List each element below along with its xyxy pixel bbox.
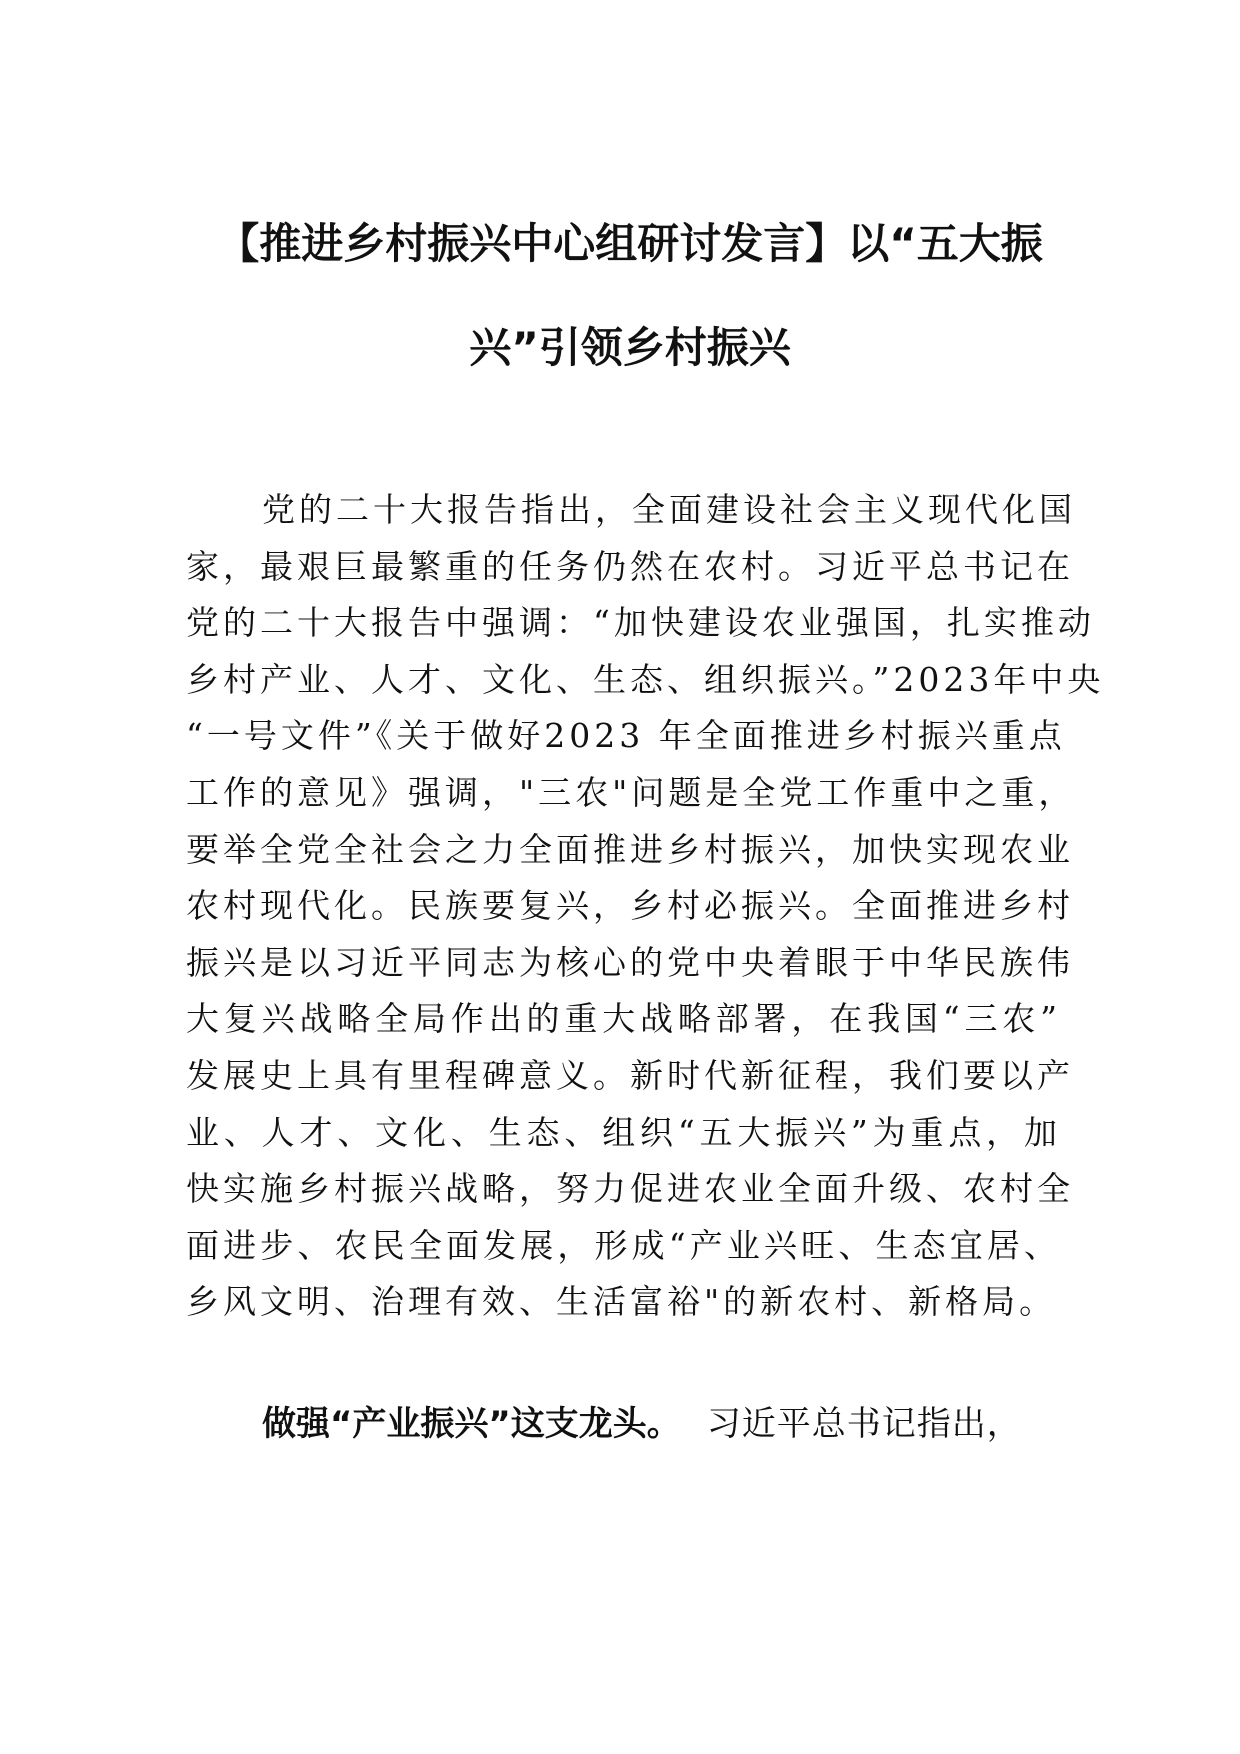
paragraph-line-4: 乡村产业、人才、文化、生态、组织振兴。”2023年中央 bbox=[186, 659, 1105, 699]
paragraph-line-10: 大复兴战略全局作出的重大战略部署，在我国“三农” bbox=[186, 999, 1061, 1039]
title-line-1: 【推进乡村振兴中心组研讨发言】以“五大振 bbox=[217, 219, 1043, 268]
paragraph-line-13: 快实施乡村振兴战略，努力促进农业全面升级、农村全 bbox=[186, 1169, 1074, 1209]
paragraph-line-14: 面进步、农民全面发展，形成“产业兴旺、生态宜居、 bbox=[186, 1225, 1061, 1265]
paragraph-line-1: 党的二十大报告指出，全面建设社会主义现代化国 bbox=[262, 490, 1076, 529]
paragraph-line-2: 家，最艰巨最繁重的任务仍然在农村。习近平总书记在 bbox=[186, 546, 1074, 586]
paragraph-line-8: 农村现代化。民族要复兴，乡村必振兴。全面推进乡村 bbox=[186, 886, 1074, 926]
paragraph-line-5: “一号文件”《关于做好2023 年全面推进乡村振兴重点 bbox=[186, 716, 1066, 756]
document-title bbox=[190, 192, 1070, 400]
section-text: 习近平总书记指出， bbox=[706, 1404, 1022, 1444]
intro-paragraph bbox=[186, 482, 1105, 1331]
title-line-2: 兴”引领乡村振兴 bbox=[469, 323, 791, 372]
paragraph-line-3: 党的二十大报告中强调：“加快建设农业强国，扎实推动 bbox=[186, 603, 1095, 643]
paragraph-line-12: 业、人才、文化、生态、组织“五大振兴”为重点，加 bbox=[186, 1112, 1061, 1152]
section-heading: 做强“产业振兴”这支龙头。 bbox=[262, 1404, 681, 1444]
paragraph-line-7: 要举全党全社会之力全面推进乡村振兴，加快实现农业 bbox=[186, 829, 1074, 869]
paragraph-line-9: 振兴是以习近平同志为核心的党中央着眼于中华民族伟 bbox=[186, 942, 1074, 982]
paragraph-line-11: 发展史上具有里程碑意义。新时代新征程，我们要以产 bbox=[186, 1055, 1074, 1095]
section-paragraph bbox=[262, 1396, 1062, 1453]
paragraph-line-15: 乡风文明、治理有效、生活富裕"的新农村、新格局。 bbox=[186, 1282, 1057, 1322]
paragraph-line-6: 工作的意见》强调，"三农"问题是全党工作重中之重， bbox=[186, 772, 1076, 812]
